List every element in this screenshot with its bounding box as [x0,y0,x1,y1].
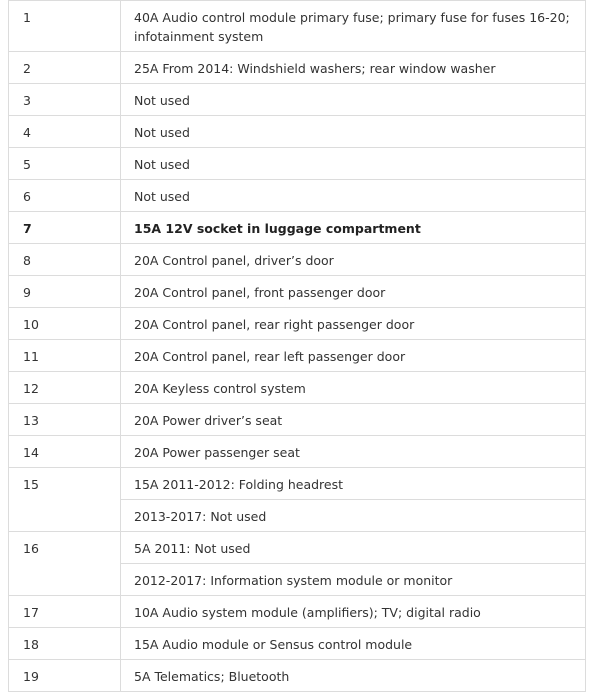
fuse-description-cell: 25A From 2014: Windshield washers; rear window washer [121,52,586,84]
table-row [9,180,586,212]
fuse-description-cell: 10A Audio system module (amplifiers); TV; digital radio [121,596,586,628]
table-row [9,628,586,660]
fuse-description-cell: 20A Control panel, rear right passenger door [121,308,586,340]
table-row [9,340,586,372]
fuse-table-body [9,1,586,692]
fuse-description-cell: 5A 2011: Not used [121,532,586,564]
fuse-description-cell: 15A 12V socket in luggage compartment [121,212,586,244]
table-row [9,660,586,692]
fuse-description-cell: 15A 2011-2012: Folding headrest [121,468,586,500]
fuse-description-cell: 15A Audio module or Sensus control module [121,628,586,660]
table-row [9,116,586,148]
table-row [9,84,586,116]
fuse-description-cell: 20A Control panel, rear left passenger door [121,340,586,372]
table-row [9,436,586,468]
fuse-number-cell: 9 [9,276,121,308]
fuse-number-cell: 5 [9,148,121,180]
fuse-number-cell: 10 [9,308,121,340]
fuse-number-cell: 7 [9,212,121,244]
fuse-number-cell: 11 [9,340,121,372]
fuse-description-cell: Not used [121,180,586,212]
fuse-number-cell: 2 [9,52,121,84]
fuse-number-cell: 3 [9,84,121,116]
fuse-number-cell: 14 [9,436,121,468]
table-row [9,468,586,500]
fuse-description-cell: 20A Control panel, front passenger door [121,276,586,308]
fuse-number-cell: 16 [9,532,121,596]
table-row [9,148,586,180]
table-row [9,308,586,340]
fuse-description-cell: Not used [121,84,586,116]
fuse-number-cell: 12 [9,372,121,404]
fuse-description-cell: 20A Keyless control system [121,372,586,404]
fuse-number-cell: 19 [9,660,121,692]
table-row [9,596,586,628]
fuse-description-cell: 2012-2017: Information system module or monitor [121,564,586,596]
fuse-description-cell: 5A Telematics; Bluetooth [121,660,586,692]
fuse-number-cell: 4 [9,116,121,148]
fuse-number-cell: 15 [9,468,121,532]
fuse-number-cell: 1 [9,1,121,52]
fuse-number-cell: 6 [9,180,121,212]
fuse-number-cell: 18 [9,628,121,660]
table-row [9,52,586,84]
fuse-description-cell: Not used [121,116,586,148]
table-row [9,212,586,244]
fuse-table [8,0,586,692]
fuse-description-cell: 20A Power driver’s seat [121,404,586,436]
table-row [9,244,586,276]
fuse-description-cell: 40A Audio control module primary fuse; primary fuse for fuses 16-20; infotainment system [121,1,586,52]
table-row [9,372,586,404]
fuse-description-cell: 20A Power passenger seat [121,436,586,468]
table-row [9,276,586,308]
table-row [9,1,586,52]
fuse-description-cell: 20A Control panel, driver’s door [121,244,586,276]
table-row [9,404,586,436]
fuse-number-cell: 13 [9,404,121,436]
fuse-description-cell: Not used [121,148,586,180]
fuse-description-cell: 2013-2017: Not used [121,500,586,532]
table-row [9,532,586,564]
fuse-number-cell: 17 [9,596,121,628]
fuse-number-cell: 8 [9,244,121,276]
